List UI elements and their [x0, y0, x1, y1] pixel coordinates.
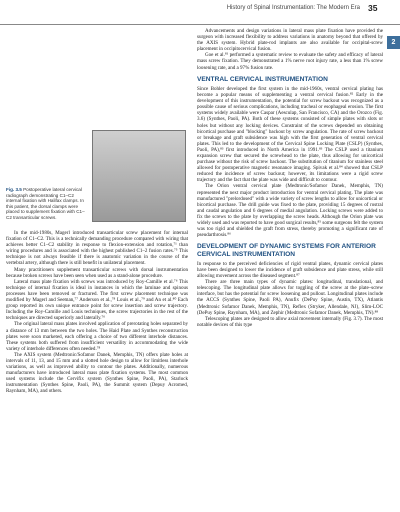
body-paragraph: The original lateral mass plates involved application of prerotating holes separated by a distance of 13 mm between the two holes. The Haid Plate and Synthes reconstruction plates were soon marketed, each offering a choice of two different interhole distances. These systems both suffered from insufficient versatility in accommodating the wide variety of interhole differences often needed.⁷⁸ [6, 321, 188, 352]
body-paragraph: Telescoping plates are designed to allow axial movement internally (Fig. 3.7). The most notable devices of this type [197, 315, 383, 328]
body-paragraph: Since Bohler developed the first system in the mid-1960s, ventral cervical plating has become a popular means of supplementing a ventral cervical fusion.⁸² Early in the development of this instrumentation, the potential for screw backout was recognized as a possible cause of serious complications, including tracheal or esophageal erosion. The first systems widely available were Caspar (Aesculap, San Francisco, CA) and the Orozco (Fig. 3.6) (Synthes, Paoli, PA). Both of these systems consisted of simple plates with slots or holes but without any locking devices. Constraint of the screws depended on obtaining bicortical purchase and "blocking" backout by screw angulation. The rate of screw backout or breakage and graft subsidence was high with the first generation of ventral cervical plates. This led to the development of the Cervical Spine Locking Plate (CSLP) (Synthes, Paoli, PA),⁸³ first introduced in North America in 1991.⁸³ The CSLP used a titanium expansion screw that secured the screwhead to the plate, thus allowing for unicortical purchase without the risk of screw backout. The substitution of titanium for stainless steel allowed for postoperative magnetic resonance imaging. Spivak et al.⁸⁴ showed that CSLP reduced the incidence of screw backout; however, its limitations were a rigid screw trajectory and the fact that the plate was wide and difficult to contour. [197, 85, 383, 184]
left-column [6, 230, 188, 395]
page-header [0, 0, 400, 25]
body-paragraph: Many practitioners supplement transarticular screws with dorsal instrumentation because broken screws have been seen when used as a stand-alone procedure. [6, 266, 188, 279]
body-paragraph: Goe et al.⁸¹ performed a systematic review to evaluate the safety and efficacy of lateral mass screw fixation. They demonstrated a 1% nerve root injury rate, a less than 1% screw loosening rate, and a 97% fusion rate. [197, 52, 383, 71]
body-paragraph: The AXIS system (Medtronic/Sofamor Danek, Memphis, TN) offers plate holes at intervals of 11, 13, and 15 mm and a slotted hole design to allow for limitless interhole variations, as well as improved ability to contour the plates. Additionally, numerous manufacturers have introduced lateral mass plate fixation systems. The most common used systems include the Cervifix system (Synthes Spine, Paoli, PA), Starlock instrumentation (Synthes Spine, Paoli, PA), the Summit system (Depuy Acromed, Raynham, MA), and others. [6, 351, 188, 395]
figure-label: Fig. 3.5 [6, 187, 22, 192]
body-paragraph: In response to the perceived deficiencies of rigid ventral plates, dynamic cervical plates have been designed to lower the incidence of graft subsidence and plate stress, while still allowing movement across the diseased segment.⁸⁷ [197, 260, 383, 280]
right-column [197, 28, 383, 328]
figure-caption-text: Postoperative lateral cervical radiograph demonstrating C1–C2 internal fixation with Halifax clamps. In this patient, the dorsal clamps were placed to supplement fixation with C1–C2 transarticular screws. [6, 187, 85, 220]
page-number: 35 [368, 3, 378, 13]
body-paragraph: The Orion ventral cervical plate (Medtronic/Sofamor Danek, Memphis, TN) represented the next major product introduction for ventral cervical plating. The plate was manufactured "prelordosed" with a wide variety of screw lengths to allow for unicortical or bicortical purchase. The drill guide was fixed to the plate, providing 15 degrees of rostral and caudal angulation and 6 degrees of medial angulation. Locking screws were added to fix the screws to the plate by overlapping the screw heads. Although the Orion plate was widely used and was reported to have good surgical results,⁸⁵ some surgeons felt the system was too rigid and shielded the graft from stress, thereby promoting a significant rate of pseudarthrosis.⁸⁶ [197, 183, 383, 239]
figure-caption [6, 187, 86, 220]
section-heading: VENTRAL CERVICAL INSTRUMENTATION [197, 75, 328, 83]
figure-image [92, 130, 186, 222]
section-heading: DEVELOPMENT OF DYNAMIC SYSTEMS FOR ANTERIOR CERVICAL INSTRUMENTATION [197, 243, 376, 258]
body-paragraph: Advancements and design variations in lateral mass plate fixation have provided the surgeon with increased flexibility to address variations in anatomy beyond that offered by the AXIS system. Hybrid plate-rod implants are also available for occipital-screw placement in occipitocervical fusion. [197, 28, 383, 53]
body-paragraph: Lateral mass plate fixation with screws was introduced by Roy-Camille et al.⁷⁶ This technique of internal fixation is ideal in instances in which the laminae and spinous processes have been removed or fractured. The first screw placement technique was modified by Magerl and Seeman,⁷⁷ Anderson et al.,⁷⁸ Louis et al.,⁷⁹ and An et al.⁸⁰ Each group reported its own unique entrance point for screw insertion and screw trajectory. Including the Roy-Camille and Louis techniques, the screw trajectories in the rest of the techniques are directed superiorly and laterally.⁷⁶ [6, 278, 188, 322]
body-paragraph: There are three main types of dynamic plates: longitudinal, translational, and telescoping. The longitudinal plate allows for toggling of the screw at the plate–screw interface, but has the potential for screw loosening and pullout. Longitudinal plates include the ACCS (Synthes Spine, Paoli PA), Anufix (DePuy Spine, Austin, TX), Atlantis (Medtronic Sofamor Danek, Memphis, TN), Reflex (Stryker, Allendale, NJ), Slim-LOC (DePuy Spine, Raynham, MA), and Zephir (Medtronic Sofamor Danek, Memphis, TN).⁸⁸ [197, 279, 383, 316]
chapter-tab: 2 [387, 36, 400, 49]
body-paragraph: In the mid-1980s, Magerl introduced transarticular screw placement for internal fixation of C1–C2. This is a technically demanding procedure compared with wiring that achieves better C1–C2 stability in response to flexion-extension and rotation,⁷¹ than wiring procedures and is associated with the highest published C1–2 fusion rates.⁷⁵ This technique is not always feasible if there is anatomic variation in the course of the vertebral artery, although there is still benefit in unilateral placement. [6, 230, 188, 267]
running-head: History of Spinal Instrumentation: The Modern Era [226, 5, 360, 11]
